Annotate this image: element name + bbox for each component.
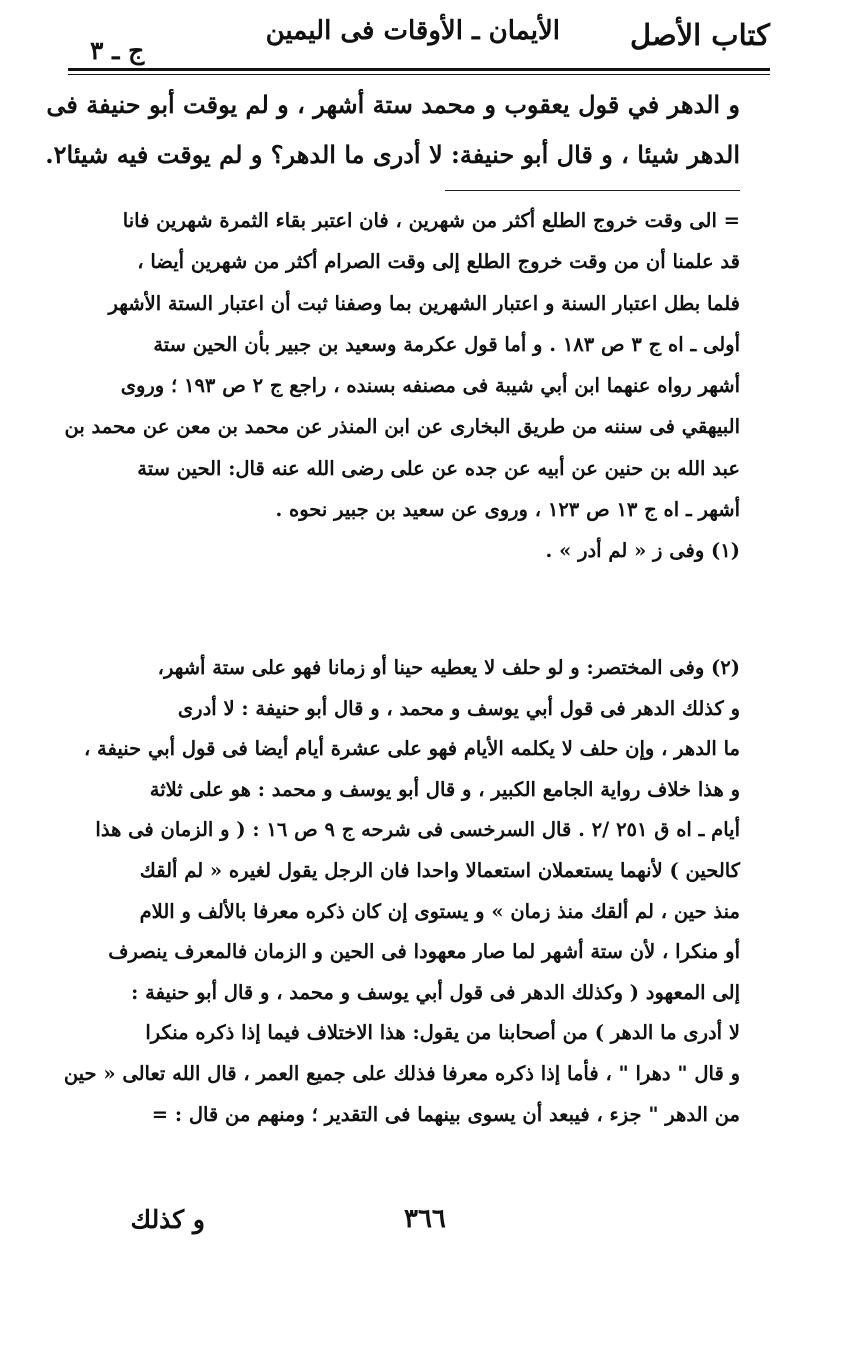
footnote-line: قد علمنا أن من وقت خروج الطلع إلى وقت الصرام أكثر من شهرين أيضا ،: [137, 250, 740, 274]
footnote-line: أيام ـ اه ق ٢٥١ /٢ . قال السرخسى فى شرحه ج ٩ ص ١٦ : ( و الزمان فى هذا: [95, 818, 740, 842]
footnote-line: و قال " دهرا " ، فأما إذا ذكره معرفا فذلك على جميع العمر ، قال الله تعالى « حين: [63, 1061, 740, 1085]
catchword: و كذلك: [130, 1205, 205, 1234]
running-header: [70, 14, 770, 66]
footnote-line: عبد الله بن حنين عن أبيه عن جده عن على رضى الله عنه قال: الحين ستة: [137, 456, 740, 480]
footnote-line: إلى المعهود ( وكذلك الدهر فى قول أبي يوسف و محمد ، و قال أبو حنيفة :: [131, 980, 740, 1004]
footnote-line: (٢) وفى المختصر: و لو حلف لا يعطيه حينا أو زمانا فهو على ستة أشهر،: [157, 656, 740, 679]
main-text: [45, 80, 740, 180]
footnote-line: و هذا خلاف رواية الجامع الكبير ، و قال أبو يوسف و محمد : هو على ثلاثة: [149, 777, 740, 801]
main-text-line: و الدهر في قول يعقوب و محمد ستة أشهر ، و لم يوقت أبو حنيفة فى: [46, 90, 740, 119]
footnote-line: لا أدرى ما الدهر ) من أصحابنا من يقول: هذا الاختلاف فيما إذا ذكره منكرا: [145, 1021, 740, 1045]
footnote-1: (١) وفى ز « لم أدر » .: [545, 539, 740, 563]
footnote-line: منذ حين ، لم ألقك منذ زمان » و يستوى إن كان ذكره معرفا بالألف و اللام: [139, 899, 740, 923]
footnote-line: فلما بطل اعتبار السنة و اعتبار الشهرين بما وصفنا ثبت أن اعتبار الستة الأشهر: [108, 291, 740, 315]
footnote-line: = الى وقت خروج الطلع أكثر من شهرين ، فان اعتبر بقاء الثمرة شهرين فانا: [122, 209, 740, 232]
footnote-line: من الدهر " جزء ، فيبعد أن يسوى بينهما فى التقدير ؛ ومنهم من قال : =: [151, 1102, 740, 1126]
footnote-2: [63, 648, 740, 1135]
footnote-line: البيهقي فى سننه من طريق البخارى عن ابن المنذر عن محمد بن معن عن محمد بن: [64, 415, 740, 439]
main-text-line: الدهر شيئا ، و قال أبو حنيفة: لا أدرى ما الدهر؟ و لم يوقت فيه شيئا٢.: [45, 140, 740, 169]
footnote-line: أشهر رواه عنهما ابن أبي شيبة فى مصنفه بسنده ، راجع ج ٢ ص ١٩٣ ؛ وروى: [120, 374, 740, 398]
footnote-separator: [445, 190, 740, 191]
header-volume: ج ـ ٣: [90, 36, 145, 65]
footnote-line: و كذلك الدهر فى قول أبي يوسف و محمد ، و قال أبو حنيفة : لا أدرى: [177, 696, 740, 720]
header-rule-thick: [68, 68, 770, 71]
footnote-line: أو منكرا ، لأن ستة أشهر لما صار معهودا فى الحين و الزمان فالمعرف ينصرف: [108, 940, 740, 964]
footnote-continued: [64, 200, 740, 572]
footnote-line: كالحين ) لأنهما يستعملان استعمالا واحدا فان الرجل يقول لغيره « لم ألقك: [139, 858, 740, 882]
footnote-line: أشهر ـ اه ج ١٣ ص ١٢٣ ، وروى عن سعيد بن جبير نحوه .: [275, 498, 740, 522]
header-section-title: الأيمان ـ الأوقات فى اليمين: [265, 16, 560, 46]
page-number: ٣٦٦: [404, 1204, 446, 1234]
footnote-line: ما الدهر ، وإن حلف لا يكلمه الأيام فهو على عشرة أيام أيضا فى قول أبي حنيفة ،: [83, 737, 740, 761]
header-book-title: كتاب الأصل: [630, 18, 770, 52]
header-rule-thin: [68, 74, 770, 75]
footnote-line: أولى ـ اه ج ٣ ص ١٨٣ . و أما قول عكرمة وسعيد بن جبير بأن الحين ستة: [153, 332, 740, 356]
